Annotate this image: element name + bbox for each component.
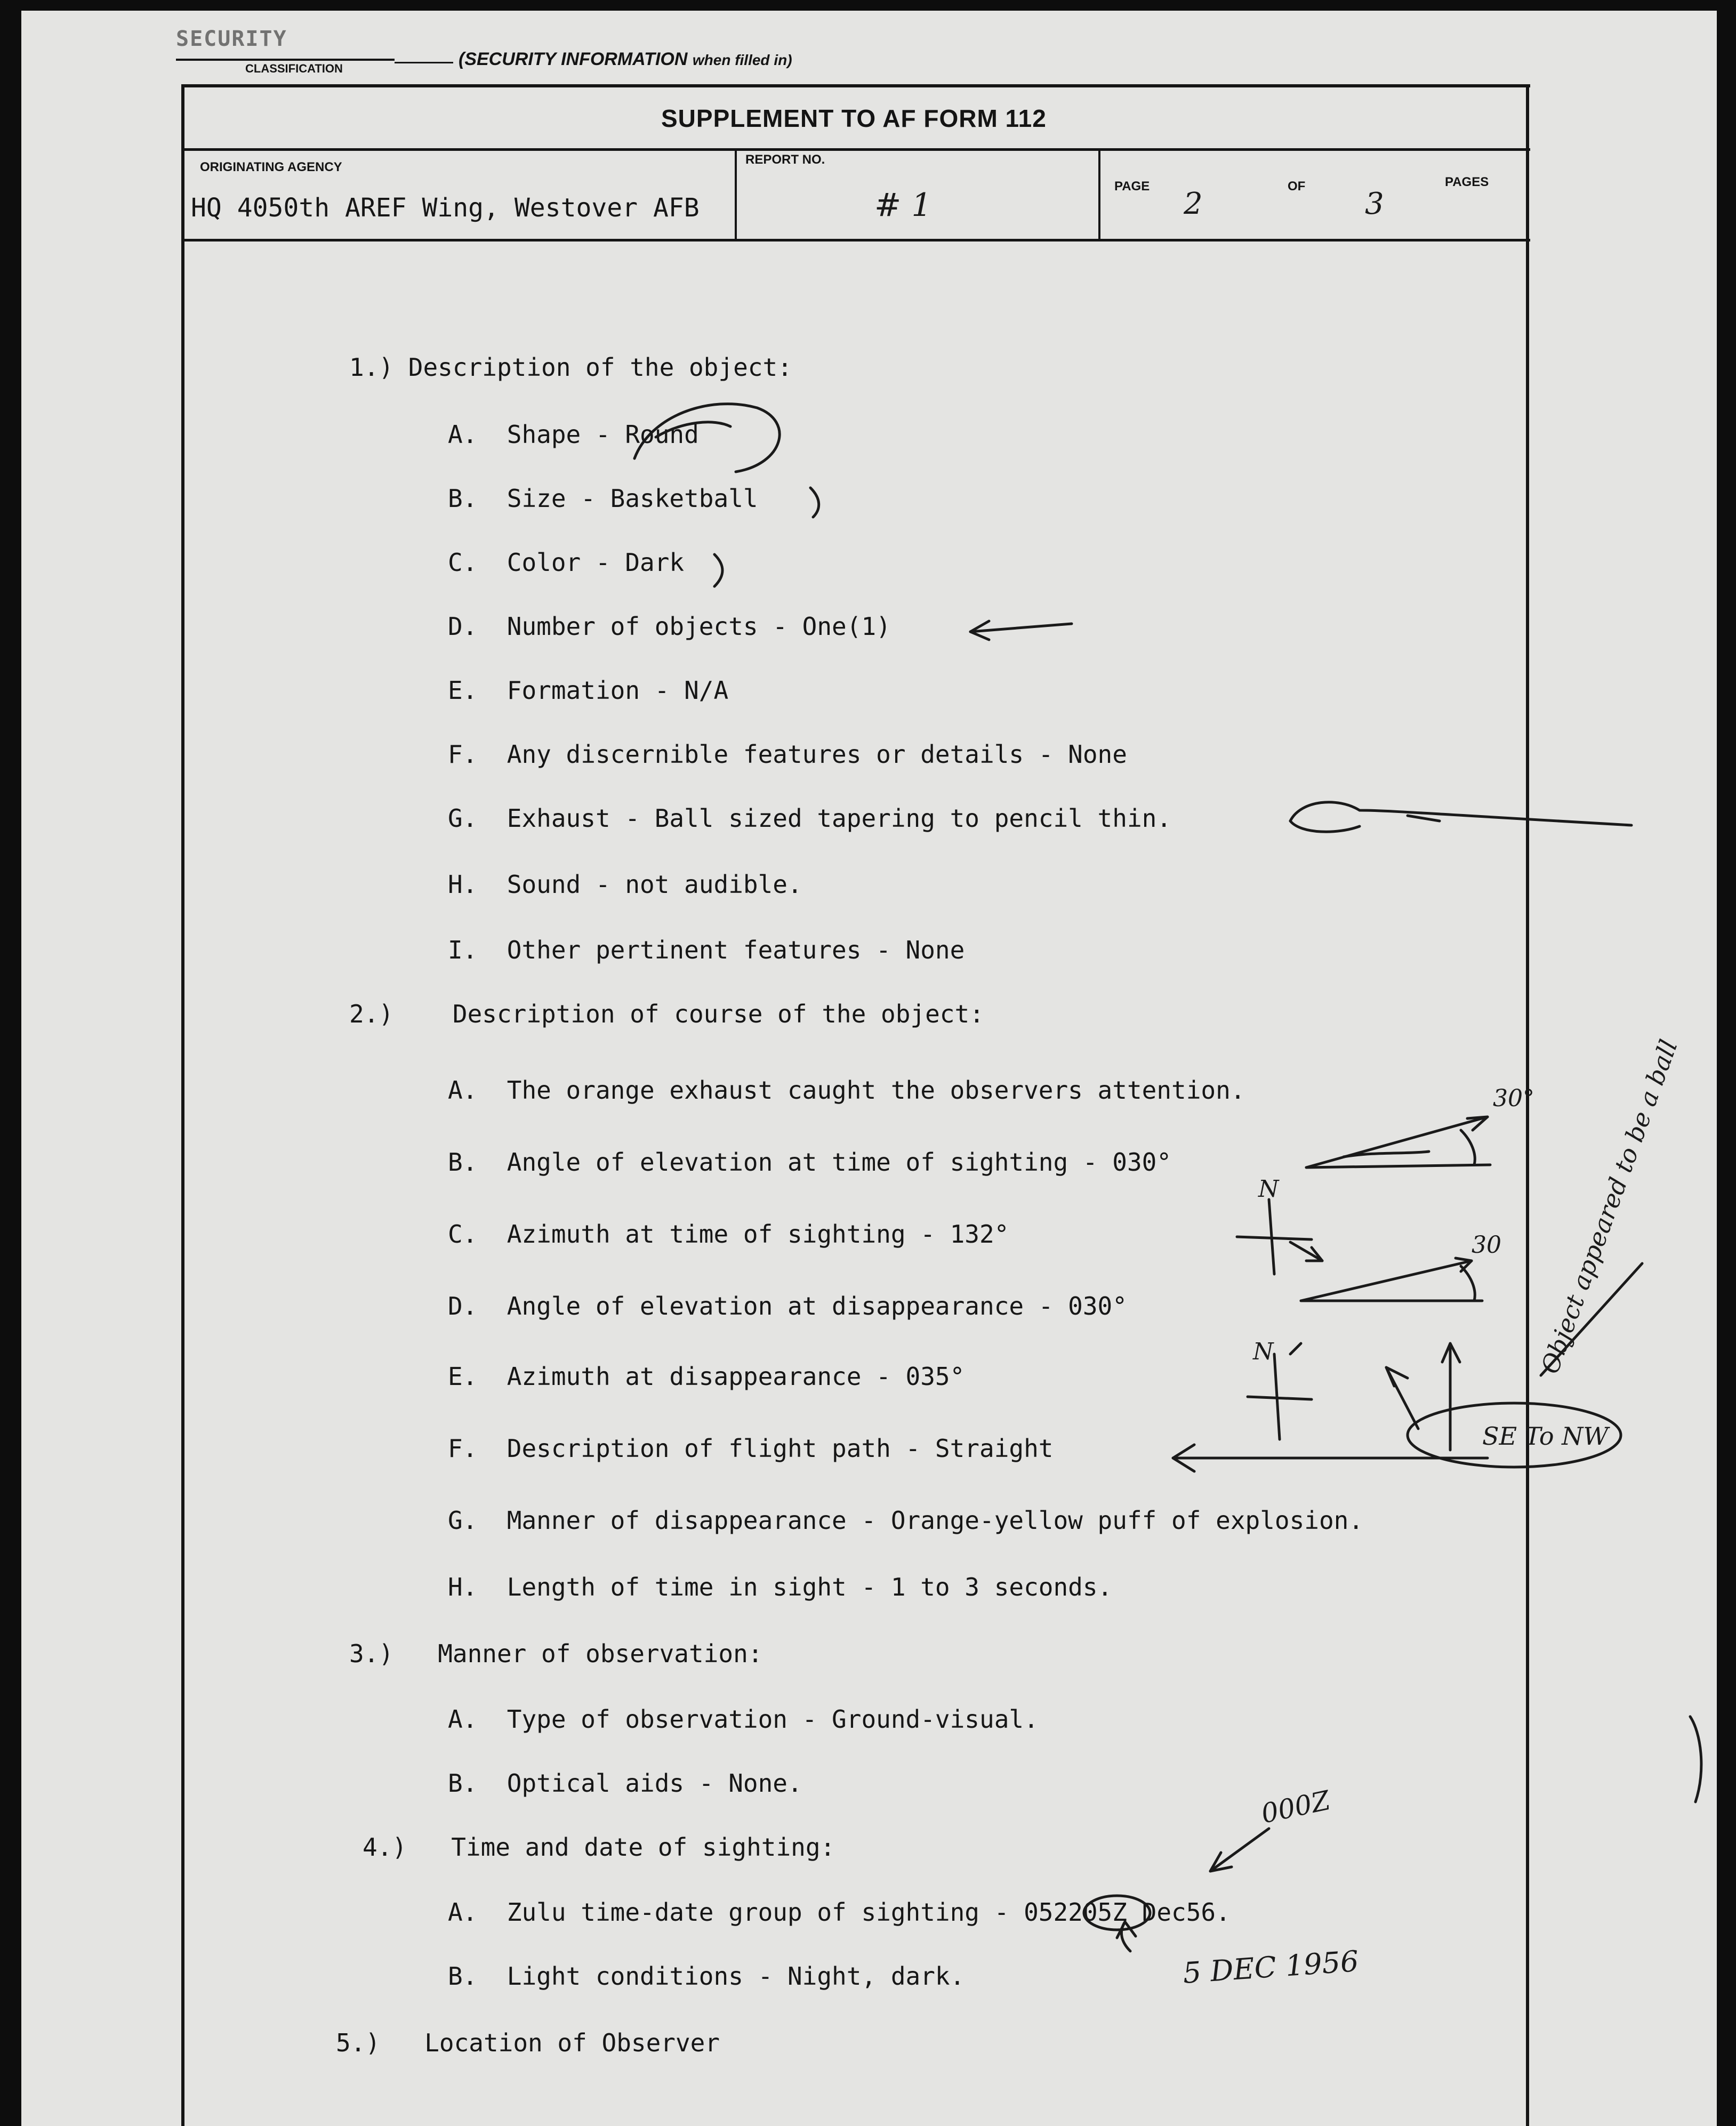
handwritten-se-to-nw: SE To NW bbox=[1482, 1422, 1609, 1451]
list-item: C. Color - Dark bbox=[448, 548, 685, 577]
handwritten-angle-mid: 30 bbox=[1472, 1231, 1501, 1259]
section-2-heading bbox=[349, 1000, 984, 1028]
section-1-heading bbox=[349, 353, 792, 382]
report-no-value: # 1 bbox=[874, 187, 932, 224]
list-item: D. Number of objects - One(1) bbox=[448, 612, 891, 641]
list-item: H. Sound - not audible. bbox=[448, 870, 802, 899]
list-item: A. The orange exhaust caught the observers attention. bbox=[448, 1076, 1245, 1105]
list-item: B. Optical aids - None. bbox=[448, 1769, 802, 1798]
list-item: I. Other pertinent features - None bbox=[448, 936, 965, 964]
page-label: PAGE bbox=[1114, 179, 1150, 194]
handwritten-annotations bbox=[21, 11, 1717, 2126]
originating-agency-value: HQ 4050th AREF Wing, Westover AFB bbox=[191, 193, 700, 223]
report-no-label: REPORT NO. bbox=[745, 152, 825, 167]
handwritten-north-2: N bbox=[1253, 1338, 1274, 1365]
list-item: B. Angle of elevation at time of sighting - 030° bbox=[448, 1148, 1172, 1177]
list-item: C. Azimuth at time of sighting - 132° bbox=[448, 1220, 1009, 1249]
list-item: A. Zulu time-date group of sighting - 052205Z Dec56. bbox=[448, 1898, 1231, 1927]
list-item: G. Exhaust - Ball sized tapering to pencil thin. bbox=[448, 804, 1172, 833]
section-number: 2.) bbox=[349, 1000, 394, 1028]
section-number: 5.) bbox=[336, 2028, 381, 2057]
page-value: 2 bbox=[1184, 187, 1203, 221]
list-item: D. Angle of elevation at disappearance - 030° bbox=[448, 1292, 1127, 1320]
pages-label: PAGES bbox=[1445, 175, 1489, 189]
list-item: F. Any discernible features or details - None bbox=[448, 740, 1127, 769]
section-number: 4.) bbox=[363, 1833, 407, 1862]
handwritten-angle-top: 30° bbox=[1493, 1085, 1534, 1112]
handwritten-north-1: N bbox=[1258, 1175, 1279, 1203]
form-title: SUPPLEMENT TO AF FORM 112 bbox=[661, 104, 1047, 132]
section-title: Manner of observation: bbox=[438, 1639, 763, 1668]
document-page bbox=[21, 11, 1717, 2126]
security-info-note: (SECURITY INFORMATION when filled in) bbox=[459, 49, 792, 69]
list-item: G. Manner of disappearance - Orange-yellow puff of explosion. bbox=[448, 1506, 1364, 1535]
list-item: E. Azimuth at disappearance - 035° bbox=[448, 1362, 965, 1391]
of-value: 3 bbox=[1365, 187, 1384, 221]
section-3-heading bbox=[349, 1639, 762, 1668]
list-item: B. Light conditions - Night, dark. bbox=[448, 1962, 965, 1991]
list-item: A. Shape - Round bbox=[448, 420, 699, 449]
section-title: Location of Observer bbox=[424, 2028, 720, 2057]
classification-rule bbox=[176, 59, 395, 61]
handwritten-zulu-note: 000Z bbox=[1258, 1784, 1333, 1830]
section-title: Time and date of sighting: bbox=[451, 1833, 835, 1862]
list-item: A. Type of observation - Ground-visual. bbox=[448, 1705, 1039, 1734]
section-title: Description of course of the object: bbox=[452, 1000, 984, 1028]
form-top-border bbox=[181, 84, 1530, 87]
section-number: 1.) bbox=[349, 353, 394, 382]
of-label: OF bbox=[1288, 179, 1306, 194]
section-title: Description of the object: bbox=[408, 353, 792, 382]
section-number: 3.) bbox=[349, 1639, 394, 1668]
form-right-border bbox=[1526, 84, 1529, 2126]
handwritten-object-note: Object appeared to be a ball bbox=[1535, 1036, 1683, 1378]
classification-top: SECURITY bbox=[176, 27, 287, 51]
handwritten-date-note: 5 DEC 1956 bbox=[1182, 1944, 1360, 1990]
list-item: F. Description of flight path - Straight bbox=[448, 1434, 1054, 1463]
list-item: H. Length of time in sight - 1 to 3 seconds. bbox=[448, 1573, 1113, 1601]
list-item: E. Formation - N/A bbox=[448, 676, 729, 705]
section-5-heading bbox=[336, 2028, 720, 2057]
section-4-heading bbox=[363, 1833, 835, 1862]
list-item: B. Size - Basketball bbox=[448, 484, 758, 513]
classification-label: CLASSIFICATION bbox=[245, 62, 343, 75]
originating-agency-label: ORIGINATING AGENCY bbox=[200, 160, 342, 174]
form-left-border bbox=[181, 84, 184, 2126]
